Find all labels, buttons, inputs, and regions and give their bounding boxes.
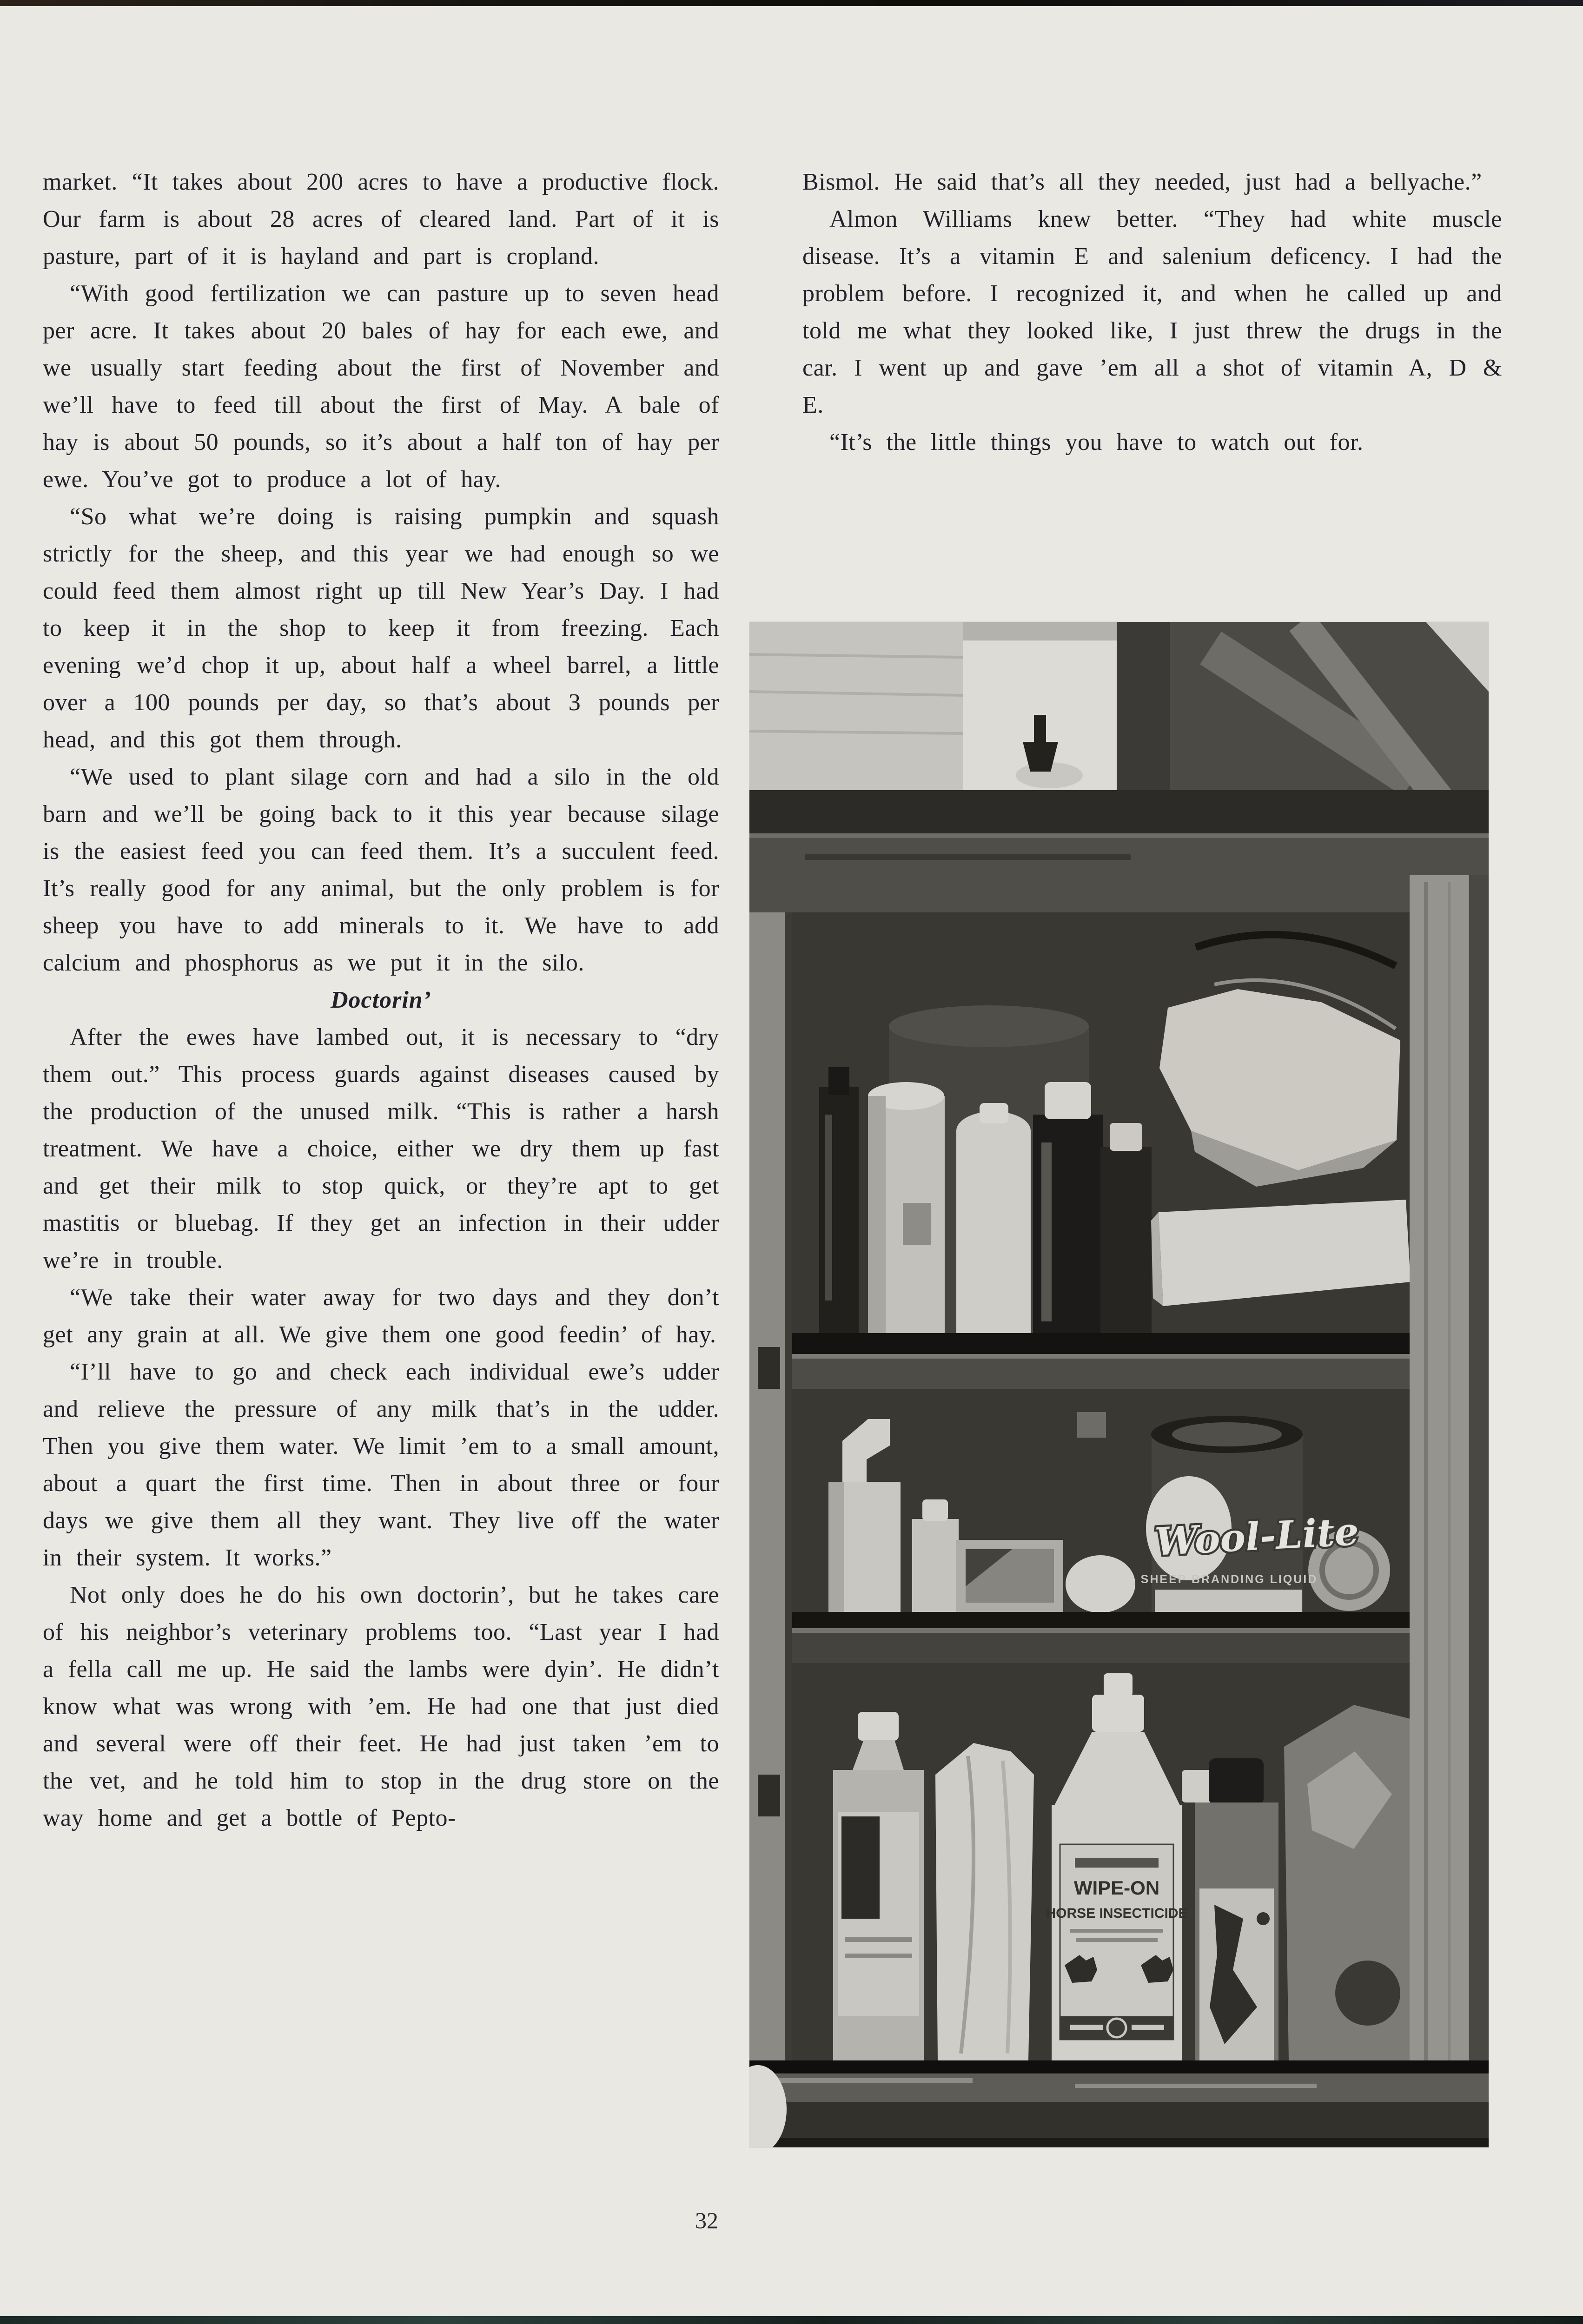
right-text-column xyxy=(802,164,1502,461)
body-paragraph: “So what we’re doing is raising pumpkin and squash strictly for the sheep, and this year we had enough so we could feed them almost right up till New Year’s Day. I had to keep it in the shop to keep it from freezing. Each evening we’d chop it up, about half a wheel barrel, a little over a 100 pounds per day, so that’s about 3 pounds per head, and this got them through. xyxy=(43,503,719,753)
body-paragraph: “We take their water away for two days and they don’t get any grain at all. We give them one good feedin’ of hay. xyxy=(43,1284,719,1348)
body-paragraph: “We used to plant silage corn and had a silo in the old barn and we’ll be going back to it this year because silage is the easiest feed you can feed them. It’s a succulent feed. It’s really good for any animal, but the only problem is for sheep you have to add minerals to it. We have to add calcium and phosphorus as we put it in the silo. xyxy=(43,764,719,976)
scan-artifact-top-bar xyxy=(0,0,1583,6)
shelf-board-1 xyxy=(749,1333,1489,1389)
wool-lite-script-label: Wool-Lite xyxy=(1153,1509,1360,1565)
wipe-on-label-line2: HORSE INSECTICIDE xyxy=(1046,1906,1188,1921)
left-text-column xyxy=(43,164,719,1837)
body-paragraph: “I’ll have to go and check each individual ewe’s udder and relieve the pressure of any milk that’s in the udder. Then you give them water. We limit ’em to a small amount, about a quart the first time. Then in about three or four days we give them all they want. They live off the water in their system. It works.” xyxy=(43,1359,719,1571)
body-paragraph: Almon Williams knew better. “They had white muscle disease. It’s a vitamin E and salenium deficency. I had the problem before. I recognized it, and when he called up and told me what they looked like, I just threw the drugs in the car. I went up and gave ’em all a shot of vitamin A, D & E. xyxy=(802,206,1502,418)
body-paragraph: Not only does he do his own doctorin’, but he takes care of his neighbor’s veterinary problems too. “Last year I had a fella call me up. He said the lambs were dyin’. He didn’t know what was wrong with ’em. He had one that just died and several were off their feet. He had just taken ’em to the vet, and he told him to stop in the drug store on the way home and get a bottle of Pepto- xyxy=(43,1582,719,1831)
cabinet-bottom-rail xyxy=(749,2060,1489,2147)
wipe-on-label-line1: WIPE-ON xyxy=(1073,1877,1160,1899)
body-paragraph: market. “It takes about 200 acres to have a productive flock. Our farm is about 28 acres of cleared land. Part of it is pasture, part of it is hayland and part is cropland. xyxy=(43,169,719,270)
sheep-branding-liquid-label: SHEEP BRANDING LIQUID xyxy=(1140,1573,1318,1586)
body-paragraph: After the ewes have lambed out, it is necessary to “dry them out.” This process guards against diseases caused by the production of the unused milk. “This is rather a harsh treatment. We have a choice, either we dry them up fast and get their milk to stop quick, or they’re apt to get mastitis or bluebag. If they get an infection in their udder we’re in trouble. xyxy=(43,1024,719,1274)
cabinet-photo-illustration xyxy=(749,622,1489,2147)
cabinet-top-rail xyxy=(749,790,1489,912)
section-heading-doctorin: Doctorin’ xyxy=(331,987,431,1013)
body-paragraph: “It’s the little things you have to watch out for. xyxy=(829,429,1364,456)
shelf-board-2 xyxy=(749,1612,1489,1663)
scan-artifact-bottom-bar xyxy=(0,2316,1583,2324)
cabinet-photo xyxy=(749,622,1489,2147)
page-number: 32 xyxy=(695,2207,718,2233)
body-paragraph: “With good fertilization we can pasture up to seven head per acre. It takes about 20 bales of hay for each ewe, and we usually start feeding about the first of November and we’ll have to feed till about the first of May. A bale of hay is about 50 pounds, so it’s about a half ton of hay per ewe. You’ve got to produce a lot of hay. xyxy=(43,280,719,493)
body-paragraph: Bismol. He said that’s all they needed, just had a bellyache.” xyxy=(802,169,1482,195)
